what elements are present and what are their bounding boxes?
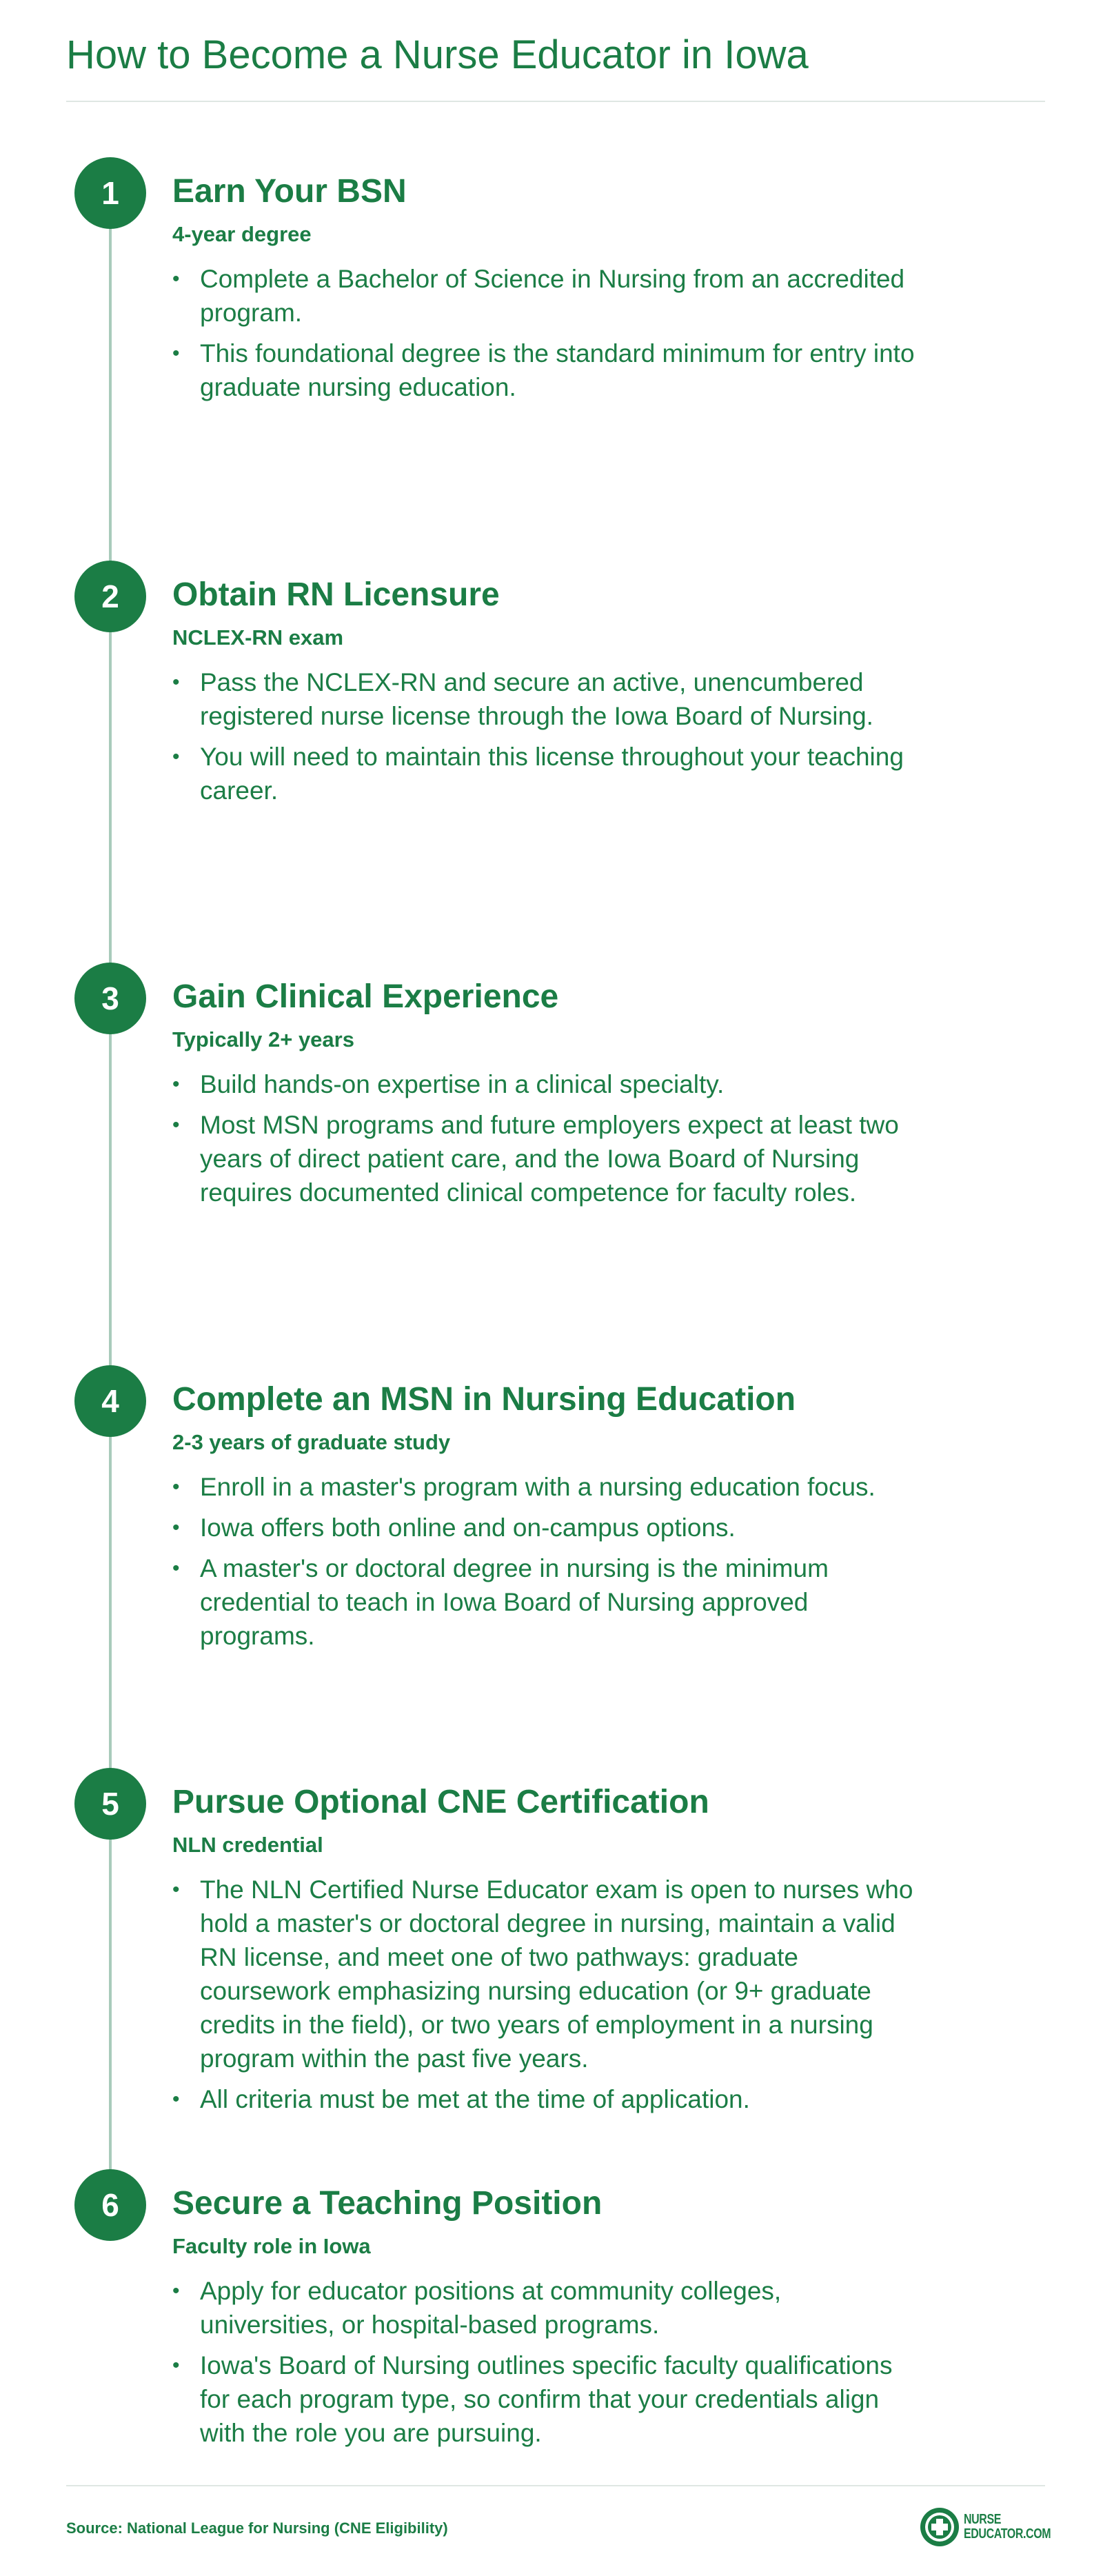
step-number-badge: 3 [74, 963, 146, 1034]
bullet-text: The NLN Certified Nurse Educator exam is open to nurses who hold a master's or doctoral degree in nursing, maintain a valid RN license, and meet one of two pathways: graduate coursework emphasizing nursing education (or 9+ graduate credits in the field), or two years of employment in a nursing program within the past five years. [200, 1875, 913, 2073]
bullet-item [172, 2082, 917, 2116]
step-subtitle: Typically 2+ years [172, 1027, 354, 1051]
bullet-item [172, 1470, 917, 1504]
bullet-text: Build hands-on expertise in a clinical specialty. [200, 1070, 725, 1098]
step-bullet-list [172, 262, 917, 411]
bullet-item [172, 1511, 917, 1544]
bullet-dot-icon: • [172, 1878, 180, 1901]
bullet-dot-icon: • [172, 1476, 180, 1498]
step-subtitle: 2-3 years of graduate study [172, 1430, 451, 1454]
step-subtitle: NLN credential [172, 1833, 323, 1857]
bullet-item [172, 1108, 917, 1209]
logo-line-2: EDUCATOR.COM [964, 2526, 1051, 2542]
bullet-text: You will need to maintain this license throughout your teaching career. [200, 743, 904, 805]
bullet-item [172, 262, 917, 330]
bullet-dot-icon: • [172, 2354, 180, 2377]
step-title: Complete an MSN in Nursing Education [172, 1381, 796, 1418]
bullet-text: Most MSN programs and future employers expect at least two years of direct patient care, and the Iowa Board of Nursing requires documented clinical competence for faculty roles. [200, 1111, 899, 1207]
step-bullet-list [172, 1470, 917, 1660]
bullet-dot-icon: • [172, 1516, 180, 1539]
timeline-line [109, 200, 112, 2186]
bullet-text: Iowa's Board of Nursing outlines specific faculty qualifications for each program type, so confirm that your credentials align with the role you are pursuing. [200, 2351, 893, 2447]
bullet-item [172, 2274, 917, 2342]
bullet-text: A master's or doctoral degree in nursing is the minimum credential to teach in Iowa Board of Nursing approved programs. [200, 1554, 829, 1650]
bullet-dot-icon: • [172, 1073, 180, 1096]
step-number-badge: 1 [74, 157, 146, 229]
step-bullet-list [172, 1067, 917, 1216]
step-title: Secure a Teaching Position [172, 2185, 603, 2222]
bullet-item [172, 1067, 917, 1101]
bullet-dot-icon: • [172, 342, 180, 365]
step-number-badge: 4 [74, 1365, 146, 1437]
step-number-badge: 5 [74, 1768, 146, 1840]
step-subtitle: Faculty role in Iowa [172, 2234, 371, 2258]
nurse-educator-logo[interactable] [920, 2506, 1051, 2550]
bullet-text: Iowa offers both online and on-campus options. [200, 1513, 736, 1542]
bullet-item [172, 1551, 917, 1653]
bullet-dot-icon: • [172, 2280, 180, 2302]
page-title: How to Become a Nurse Educator in Iowa [66, 32, 809, 77]
bullet-text: Enroll in a master's program with a nursing education focus. [200, 1473, 876, 1501]
step-title: Earn Your BSN [172, 173, 407, 210]
bullet-item [172, 2348, 917, 2450]
bullet-dot-icon: • [172, 745, 180, 768]
bullet-item [172, 740, 917, 807]
header-divider [66, 101, 1045, 102]
source-citation: Source: National League for Nursing (CNE Eligibility) [66, 2519, 448, 2537]
bullet-dot-icon: • [172, 1557, 180, 1580]
step-subtitle: NCLEX-RN exam [172, 625, 344, 650]
bullet-dot-icon: • [172, 671, 180, 694]
bullet-item [172, 665, 917, 733]
logo-wordmark [964, 2513, 1051, 2542]
bullet-item [172, 1873, 917, 2075]
bullet-item [172, 336, 917, 404]
step-number-badge: 2 [74, 561, 146, 632]
bullet-text: All criteria must be met at the time of application. [200, 2085, 750, 2113]
step-bullet-list [172, 2274, 917, 2457]
step-number-badge: 6 [74, 2169, 146, 2241]
bullet-text: Complete a Bachelor of Science in Nursing from an accredited program. [200, 265, 905, 327]
step-title: Obtain RN Licensure [172, 576, 500, 613]
step-subtitle: 4-year degree [172, 222, 312, 246]
step-title: Gain Clinical Experience [172, 978, 559, 1015]
step-bullet-list [172, 665, 917, 814]
logo-line-1: NURSE [964, 2512, 1002, 2527]
footer-divider [66, 2485, 1045, 2486]
bullet-text: Pass the NCLEX-RN and secure an active, unencumbered registered nurse license through the Iowa Board of Nursing. [200, 668, 873, 730]
bullet-dot-icon: • [172, 2088, 180, 2111]
bullet-dot-icon: • [172, 1114, 180, 1136]
bullet-text: This foundational degree is the standard minimum for entry into graduate nursing education. [200, 339, 915, 401]
step-title: Pursue Optional CNE Certification [172, 1784, 709, 1820]
bullet-dot-icon: • [172, 268, 180, 290]
step-bullet-list [172, 1873, 917, 2123]
bullet-text: Apply for educator positions at community colleges, universities, or hospital-based programs. [200, 2277, 782, 2339]
cross-badge-icon [920, 2507, 960, 2547]
